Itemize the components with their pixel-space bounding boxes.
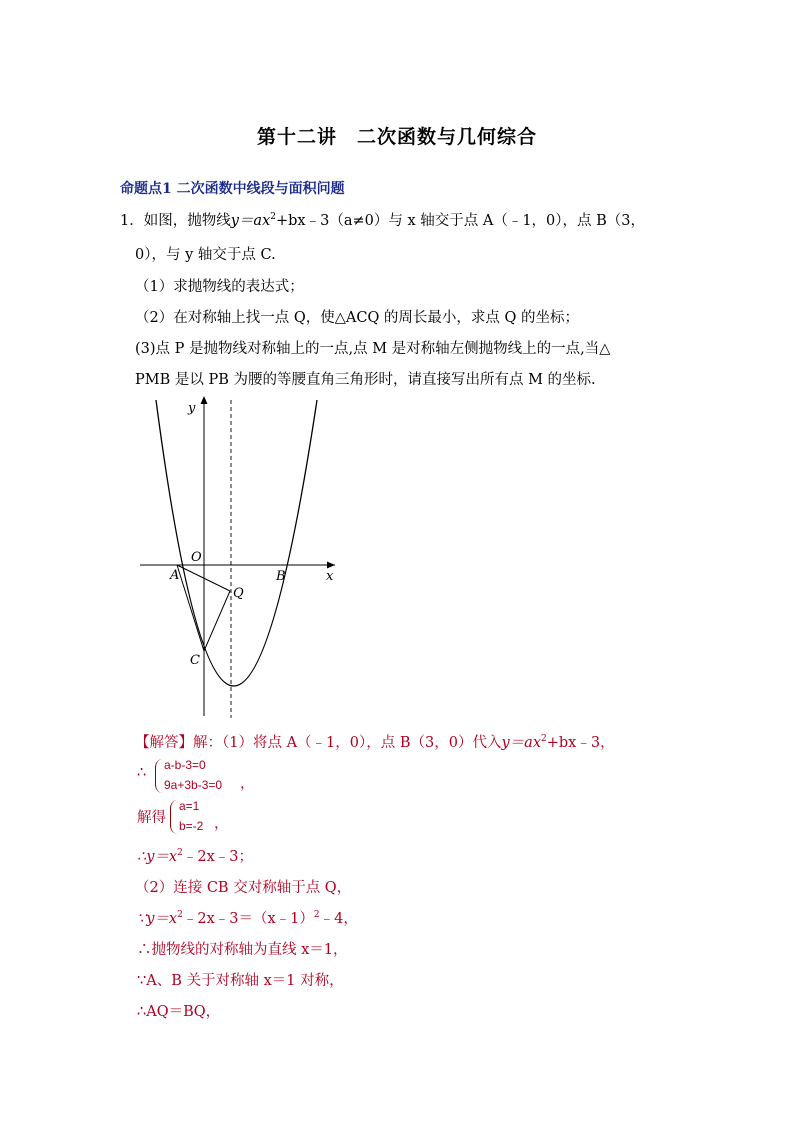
solution-6-formula: ∵y＝x [137, 911, 178, 927]
label-x: x [326, 569, 334, 584]
problem-intro: 1．如图，抛物线 [120, 213, 231, 229]
segment-QC [204, 591, 230, 651]
system-1-row-2: 9a+3b-3=0 [164, 778, 223, 792]
label-Q: Q [233, 586, 244, 601]
problem-line-1 [120, 209, 645, 230]
label-C: C [190, 653, 200, 668]
label-A: A [170, 568, 180, 583]
solution-6-exponent-1: 2 [177, 910, 183, 921]
label-B: B [276, 569, 286, 584]
solution-tag: 【解答】 [135, 735, 193, 751]
solution-4-exponent: 2 [177, 848, 183, 859]
solution-line-8: ∵A、B 关于对称轴 x＝1 对称， [137, 973, 344, 989]
solution-formula-rest: +bx﹣3， [546, 735, 615, 751]
system-2-brace [170, 800, 177, 834]
problem-line-2: 0），与 y 轴交于点 C. [135, 247, 276, 263]
solved-label: 解得 [137, 810, 166, 826]
system-1-end: ， [240, 776, 255, 792]
solution-6-exponent-2: 2 [313, 910, 320, 921]
question-2: （2）在对称轴上找一点 Q，使△ACQ 的周长最小，求点 Q 的坐标； [135, 310, 580, 326]
section-heading: 命题点1 二次函数中线段与面积问题 [120, 181, 345, 197]
solution-line-1 [135, 731, 615, 752]
question-1: （1）求抛物线的表达式； [135, 279, 304, 295]
solution-6-rest: ﹣4， [319, 911, 358, 927]
system-2-end: ， [214, 816, 229, 832]
solution-text: 解：（1）将点 A（﹣1，0），点 B（3，0）代入 [193, 735, 502, 751]
y-axis-arrow [201, 396, 208, 404]
parabola-figure [130, 390, 360, 725]
problem-formula-rest: +bx﹣3（a≠0）与 x 轴交于点 A（﹣1，0），点 B（3， [275, 213, 646, 229]
solution-line-9: ∴AQ＝BQ， [137, 1004, 221, 1020]
solution-4-rest: ﹣2x﹣3； [182, 849, 253, 865]
system-1-brace [155, 759, 162, 793]
solution-line-7: ∴抛物线的对称轴为直线 x＝1， [137, 942, 348, 958]
label-O: O [191, 550, 202, 565]
therefore-symbol: ∴ [137, 765, 147, 781]
solution-line-6 [137, 907, 358, 928]
x-axis-arrow [327, 562, 335, 569]
solution-4-formula: ∴y＝x [137, 849, 178, 865]
system-1-row-1: a-b-3=0 [164, 758, 206, 772]
solution-formula: y＝ax [501, 735, 541, 751]
segment-AC [177, 565, 204, 651]
solution-line-4 [137, 845, 253, 866]
label-y: y [188, 401, 196, 416]
problem-formula: y＝ax [230, 213, 271, 229]
system-2-row-2: b=-2 [179, 819, 204, 833]
solution-line-5: （2）连接 CB 交对称轴于点 Q， [135, 880, 352, 896]
question-3-line-1: (3)点 P 是抛物线对称轴上的一点,点 M 是对称轴左侧抛物线上的一点,当△ [135, 341, 611, 357]
solution-6-mid: ﹣2x﹣3＝（x﹣1） [182, 911, 314, 927]
system-2-row-1: a=1 [179, 799, 200, 813]
page-title: 第十二讲 二次函数与几何综合 [256, 126, 537, 148]
solution-formula-exponent: 2 [541, 734, 547, 745]
parabola-curve [156, 400, 317, 686]
question-3-line-2: PMB 是以 PB 为腰的等腰直角三角形时，请直接写出所有点 M 的坐标. [135, 372, 596, 388]
problem-formula-exponent: 2 [270, 212, 276, 223]
